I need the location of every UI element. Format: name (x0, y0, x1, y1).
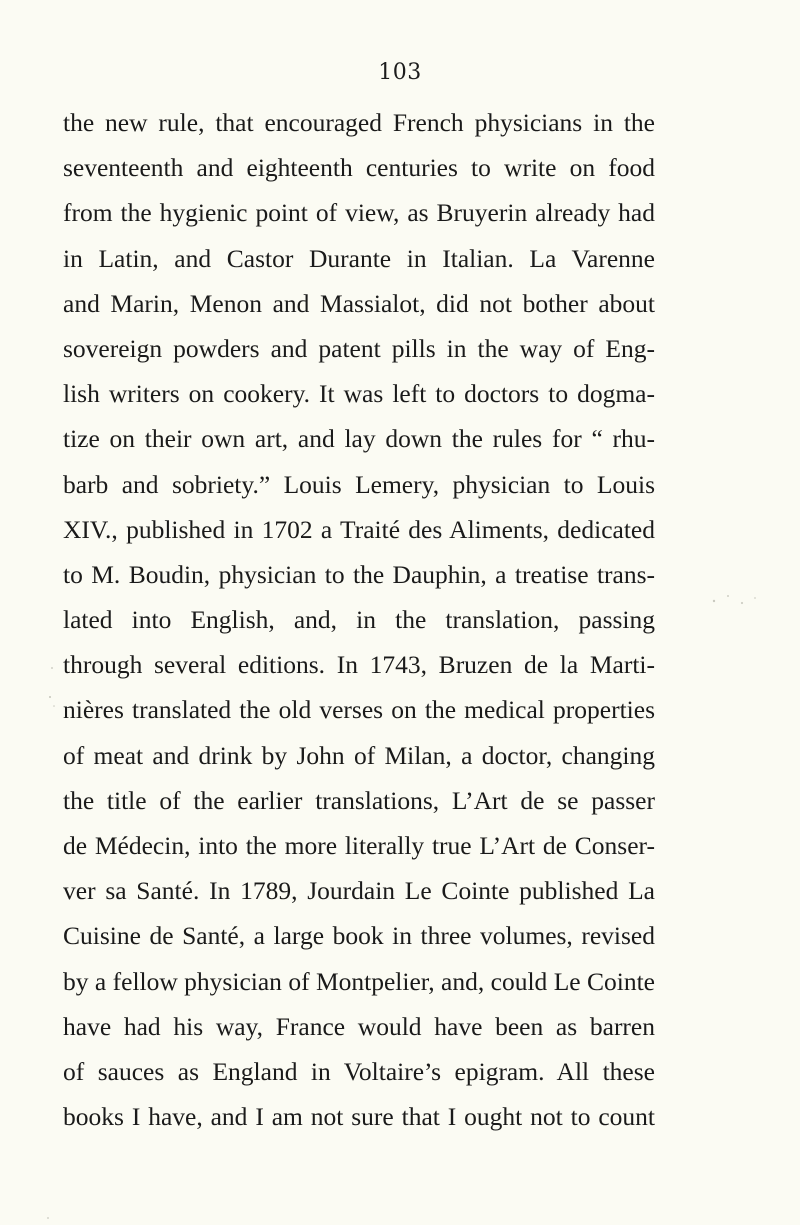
text-line: lated into English, and, in the translation, passing (63, 605, 655, 635)
speck (53, 705, 55, 707)
text-line: of sauces as England in Voltaire’s epigram. All these (63, 1056, 655, 1086)
text-line: to M. Boudin, physician to the Dauphin, a treatise trans- (63, 559, 655, 589)
text-line: ver sa Santé. In 1789, Jourdain Le Cointe published La (63, 876, 655, 906)
text-line: XIV., published in 1702 a Traité des Aliments, dedicated (63, 514, 655, 544)
text-line: the title of the earlier translations, L’Art de se passer (63, 785, 655, 815)
text-line: have had his way, France would have been as barren (63, 1011, 655, 1041)
text-line: tize on their own art, and lay down the rules for “ rhu- (63, 424, 655, 454)
text-line: seventeenth and eighteenth centuries to write on food (63, 153, 655, 183)
speck (51, 667, 53, 669)
text-line: and Marin, Menon and Massialot, did not bother about (63, 288, 655, 318)
text-line: by a fellow physician of Montpelier, and, could Le Cointe (63, 966, 655, 996)
text-line: through several editions. In 1743, Bruzen de la Marti- (63, 650, 655, 680)
text-line: from the hygienic point of view, as Bruyerin already had (63, 198, 655, 228)
text-line: Cuisine de Santé, a large book in three volumes, revised (63, 921, 655, 951)
speck (713, 600, 715, 602)
text-line: the new rule, that encouraged French physicians in the (63, 108, 655, 137)
speck (49, 696, 51, 698)
speck (754, 597, 756, 599)
speck (727, 595, 729, 597)
speck (741, 602, 743, 604)
text-line: nières translated the old verses on the medical properties (63, 695, 655, 725)
text-line: lish writers on cookery. It was left to doctors to dogma- (63, 379, 655, 409)
text-line: books I have, and I am not sure that I ought not to count (63, 1102, 655, 1132)
text-line: de Médecin, into the more literally true L’Art de Conser- (63, 831, 655, 860)
text-line: of meat and drink by John of Milan, a doctor, changing (63, 740, 655, 770)
page-number: 103 (378, 60, 422, 85)
speck (47, 1217, 49, 1219)
text-line: sovereign powders and patent pills in the way of Eng- (63, 333, 655, 363)
body-text (63, 100, 655, 1139)
text-line: in Latin, and Castor Durante in Italian. La Varenne (63, 243, 655, 273)
text-line: barb and sobriety.” Louis Lemery, physician to Louis (63, 469, 655, 499)
